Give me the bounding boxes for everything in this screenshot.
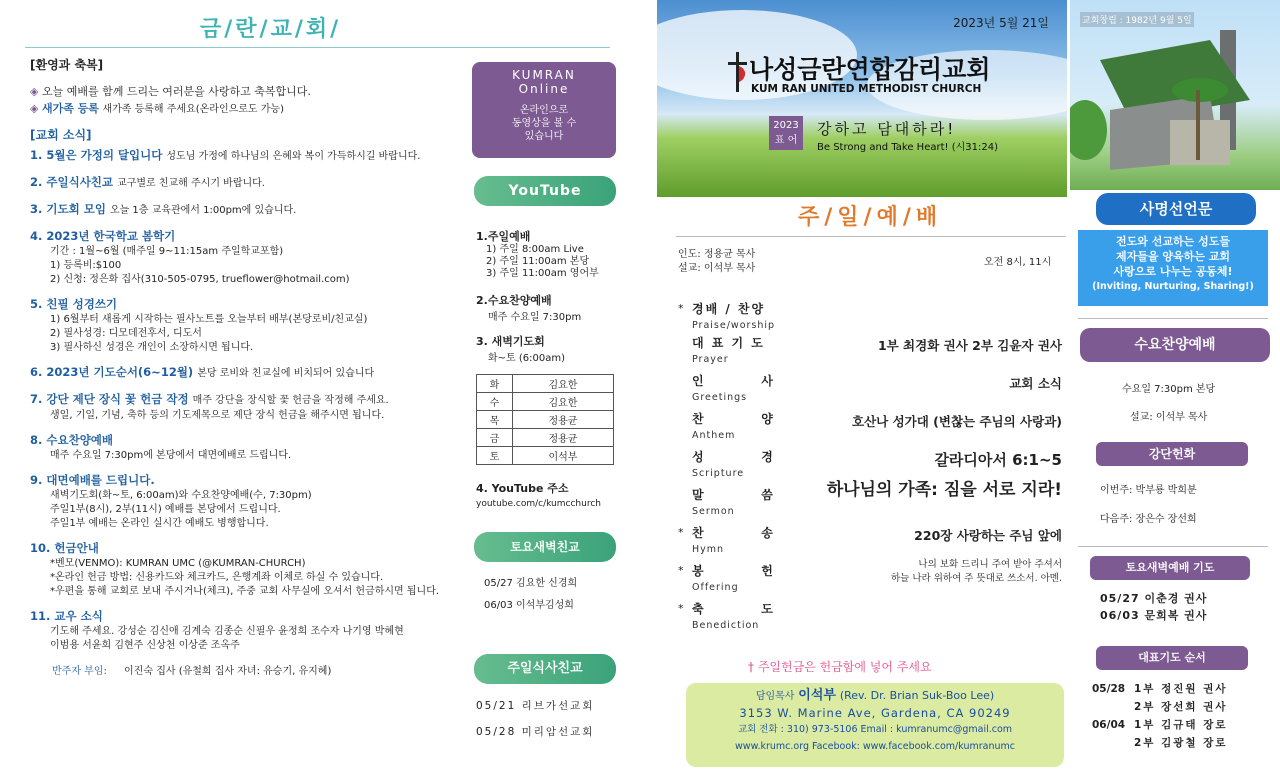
sat-fellowship-item: 06/03 이석부김성희: [484, 600, 574, 611]
news-item-inline: 성도님 가정에 하나님의 은혜와 복이 가득하시길 바랍니다.: [166, 151, 421, 162]
sat-fellowship-label: 토요새벽친교: [474, 532, 616, 562]
order-star: *: [678, 302, 684, 315]
news-item-line: 주일1부 예배는 온라인 실시간 예배도 병행합니다.: [50, 518, 269, 529]
news-item-title: 1. 5월은 가정의 달입니다: [30, 148, 163, 162]
news-item-title: 5. 친필 성경쓰기: [30, 297, 118, 311]
rep-prayer-date: [1092, 698, 1134, 716]
news-item: [30, 364, 460, 382]
sat-prayer-item: 06/03 문희복 권사: [1100, 609, 1208, 622]
news-item-line: 2) 신청: 정은화 집사(310-505-0795, trueflower@hotmail.com): [50, 274, 350, 285]
welcome-heading: [환영과 축복]: [30, 58, 104, 72]
service-title: 주/일/예/배: [798, 205, 943, 230]
address-text: 3153 W. Marine Ave, Gardena, CA 90249: [739, 706, 1011, 720]
news-item-inline: 본당 로비와 친교실에 비치되어 있습니다: [197, 368, 375, 379]
order-label-kr: 성 경: [692, 450, 775, 464]
sat-prayer-label: 토요새벽예배 기도: [1090, 556, 1250, 580]
church-building-image: [1070, 0, 1280, 190]
news-item-title: 7. 강단 제단 장식 꽃 헌금 작정: [30, 392, 189, 406]
altar-item: 이번주: 박부룡 박희분: [1100, 485, 1197, 496]
news-item-head: [30, 147, 460, 165]
news-item: [30, 201, 460, 219]
leader-block: [678, 248, 755, 276]
news-item-head: [30, 472, 460, 489]
sat-prayer-list: [1100, 590, 1207, 624]
order-label-kr: 경배 / 찬양: [692, 302, 766, 316]
church-name-kr: 나성금란연합감리교회: [749, 55, 991, 84]
order-label-en: Sermon: [692, 506, 735, 517]
news-item-title: 11. 교우 소식: [30, 609, 103, 623]
dawn-leader: 김요한: [512, 393, 613, 411]
usher-row: [30, 662, 460, 677]
rep-prayer-date: [1092, 734, 1134, 752]
news-item-line: *우편을 통해 교회로 보내 주시거나(체크), 주중 교회 사무실에 오셔서 헌금하시면 됩니다.: [50, 586, 440, 597]
news-item: [30, 608, 460, 653]
welcome-item: [30, 100, 460, 118]
news-item-inline: 교구별로 친교해 주시기 바랍니다.: [117, 178, 265, 189]
order-label-kr: 대 표 기 도: [692, 336, 765, 350]
pastor-row: [686, 687, 1064, 705]
order-label-en: Anthem: [692, 430, 736, 441]
usher-text: 이진숙 집사 (유철희 집사 자녀: 유승기, 유지혜): [124, 666, 332, 677]
news-item-title: 8. 수요찬양예배: [30, 433, 114, 447]
sunday-heading: 1.주일예배: [476, 230, 531, 243]
rep-prayer-row: [1092, 734, 1272, 752]
order-label-kr: 찬 송: [692, 526, 775, 540]
dawn-table-row: [477, 411, 614, 429]
order-star: *: [678, 564, 684, 577]
offering-note: [748, 658, 932, 675]
yt-address: [476, 480, 601, 509]
news-item-line: 이범용 서윤희 김현주 신상천 이상준 조옥주: [50, 640, 240, 651]
mission-en: (Inviting, Nurturing, Sharing!): [1092, 281, 1254, 292]
news-item: [30, 174, 460, 192]
wed-heading: 2.수요찬양예배: [476, 294, 552, 307]
rep-prayer-text: 1부 정진원 권사: [1134, 683, 1228, 695]
church-photo: [1070, 0, 1280, 190]
web-text[interactable]: www.krumc.org Facebook: www.facebook.com/kumranumc: [735, 741, 1015, 752]
mission-text: 전도와 선교하는 성도들 제자들을 양육하는 교회 사랑으로 나누는 공동체!: [1113, 235, 1233, 278]
leader-text: 인도: 정용균 목사: [678, 249, 756, 260]
rep-prayer-text: 2부 장선희 권사: [1134, 701, 1228, 713]
pastor-label: 담임목사: [755, 691, 795, 702]
altar-label: 강단헌화: [1096, 442, 1248, 466]
order-label-en: Hymn: [692, 544, 725, 555]
motto-year-badge: 2023 표 어: [769, 116, 803, 150]
pastor-en: (Rev. Dr. Brian Suk-Boo Lee): [839, 689, 995, 702]
sunday-item: 2) 주일 11:00am 본당: [486, 256, 590, 267]
meal-fellowship-label: 주일식사친교: [474, 654, 616, 684]
news-item-line: *벤모(VENMO): KUMRAN UMC (@KUMRAN-CHURCH): [50, 558, 306, 569]
dawn-leader: 정용균: [512, 429, 613, 447]
news-item: [30, 391, 460, 423]
yt-heading: 4. YouTube 주소: [476, 482, 569, 495]
news-item-head: [30, 540, 460, 557]
order-of-worship: [676, 300, 1068, 640]
welcome-item: [30, 83, 460, 100]
news-item-head: [30, 364, 460, 382]
founded-text: 교회창립 : 1982년 9월 5일: [1080, 12, 1194, 27]
news-item-title: 3. 기도회 모임: [30, 202, 106, 216]
mission-label: 사명선언문: [1096, 193, 1256, 225]
rep-prayer-text: 1부 김규태 장로: [1134, 719, 1228, 731]
motto-en: Be Strong and Take Heart! (시31:24): [817, 142, 998, 153]
usher-label: 반주자 부임:: [52, 666, 107, 677]
altar-list: [1100, 476, 1197, 534]
pastor-name: 이석부: [798, 688, 836, 703]
yt-url[interactable]: youtube.com/c/kumcchurch: [476, 499, 601, 509]
rep-prayer-row: [1092, 698, 1272, 716]
new-family-label: 새가족 등록: [41, 102, 99, 115]
diamond-icon: ◈: [30, 85, 39, 98]
sat-fellowship-item: 05/27 김요한 신경희: [484, 578, 578, 589]
order-detail: 교회 소식: [1009, 376, 1062, 391]
sat-fellowship-list: [484, 573, 577, 617]
preacher-text: 설교: 이석부 목사: [678, 263, 756, 274]
wed-worship-info: [1122, 376, 1215, 432]
meal-fellowship-item: 05/28 미리암선교회: [476, 726, 595, 738]
rep-prayer-label: 대표기도 순서: [1096, 646, 1248, 670]
news-item-title: 6. 2023년 기도순서(6~12월): [30, 365, 194, 379]
service-title-rule: [676, 236, 1066, 237]
order-detail: 갈라디아서 6:1~5: [934, 451, 1062, 469]
news-item-line: 기도해 주세요. 강성순 김신애 김계숙 김종순 신필우 윤정희 조수자 나기영 박혜현: [50, 626, 404, 637]
order-label-en: Prayer: [692, 354, 729, 365]
online-text: 온라인으로 동영상을 볼 수 있습니다: [511, 105, 577, 142]
welcome-section: [30, 56, 460, 677]
motto-kr: 강하고 담대하라!: [817, 120, 957, 138]
order-detail: 하나님의 가족: 짐을 서로 지라!: [826, 480, 1062, 500]
sunday-item: 3) 주일 11:00am 영어부: [486, 268, 599, 279]
offering-note-text: † 주일헌금은 헌금함에 넣어 주세요: [748, 660, 932, 674]
dawn-day: 화: [477, 375, 513, 393]
welcome-item-text: 새가족 등록해 주세요(온라인으로도 가능): [102, 104, 284, 115]
order-label-en: Benediction: [692, 620, 760, 631]
left-title-rule: [25, 47, 610, 48]
order-label-en: Scripture: [692, 468, 745, 479]
news-item: [30, 296, 460, 355]
order-label-kr: 인 사: [692, 374, 775, 388]
news-item-head: [30, 432, 460, 449]
wed-time: 수요일 7:30pm 본당: [1122, 384, 1216, 395]
news-item-line: 2) 필사성경: 디모데전후서, 디도서: [50, 328, 202, 339]
order-star: *: [678, 602, 684, 615]
order-detail: 220장 사랑하는 주님 앞에: [914, 528, 1062, 543]
sunday-item: 1) 주일 8:00am Live: [486, 244, 584, 255]
wed-worship-label: 수요찬양예배: [1080, 328, 1270, 362]
news-item: [30, 540, 460, 599]
church-logo-icon: [725, 52, 751, 92]
news-item-head: [30, 201, 460, 219]
news-item-line: 1) 6월부터 새롭게 시작하는 필사노트를 오늘부터 배부(본당로비/친교실): [50, 314, 368, 325]
dawn-leader: 정용균: [512, 411, 613, 429]
dawn-table-row: [477, 447, 614, 465]
dawn-text: 화~토 (6:00am): [488, 353, 566, 364]
news-item-title: 4. 2023년 한국학교 봄학기: [30, 229, 176, 243]
news-item-line: 1) 등록비:$100: [50, 260, 122, 271]
order-detail: 나의 보화 드리니 주여 받아 주셔서 하늘 나라 위하여 주 뜻대로 쓰소서. 아멘.: [891, 559, 1062, 584]
news-item-line: 새벽기도회(화~토, 6:00am)와 수요찬양예배(수, 7:30pm): [50, 490, 312, 501]
order-label-kr: 축 도: [692, 602, 775, 616]
dawn-prayer-table: [476, 374, 614, 465]
left-title: 금/란/교/회/: [200, 17, 342, 42]
online-box: [472, 62, 616, 158]
dawn-day: 금: [477, 429, 513, 447]
sat-prayer-item: 05/27 이춘경 권사: [1100, 592, 1208, 605]
news-list: [30, 147, 460, 653]
dawn-table-row: [477, 375, 614, 393]
news-item: [30, 228, 460, 287]
rep-prayer-text: 2부 김광철 장로: [1134, 737, 1228, 749]
news-item: [30, 147, 460, 165]
news-item-line: 생일, 기일, 기념, 축하 등의 기도제목으로 제단 장식 헌금을 해주시면 됩니다.: [50, 410, 385, 421]
news-item-line: 기간 : 1월~6월 (매주일 9~11:15am 주일학교포함): [50, 246, 284, 257]
rep-prayer-row: [1092, 716, 1272, 734]
news-item-head: [30, 391, 460, 409]
order-label-kr: 말 씀: [692, 488, 775, 502]
meal-fellowship-item: 05/21 리브가선교회: [476, 700, 595, 712]
header-banner: [657, 0, 1067, 197]
news-item-line: 매주 수요일 7:30pm에 본당에서 대면예배로 드립니다.: [50, 450, 292, 461]
dawn-leader: 김요한: [512, 375, 613, 393]
welcome-item-text: 오늘 예배를 함께 드리는 여러분을 사랑하고 축복합니다.: [41, 85, 311, 98]
news-heading: [교회 소식]: [30, 128, 92, 142]
church-name-en: KUM RAN UNITED METHODIST CHURCH: [751, 83, 982, 95]
rep-prayer-row: [1092, 680, 1272, 698]
news-item-line: *온라인 헌금 방법: 신용카드와 체크카드, 은행계좌 이체로 하실 수 있습니다.: [50, 572, 384, 583]
altar-item: 다음주: 장은수 장선희: [1100, 514, 1197, 525]
news-item-inline: 오늘 1층 교육관에서 1:00pm에 있습니다.: [109, 205, 297, 216]
order-label-en: Offering: [692, 582, 739, 593]
order-label-kr: 봉 헌: [692, 564, 775, 578]
times-text: 오전 8시, 11시: [984, 257, 1052, 268]
mission-box: [1078, 230, 1268, 306]
wed-text: 매주 수요일 7:30pm: [488, 312, 582, 323]
online-title: KUMRAN Online: [512, 68, 576, 96]
dawn-heading: 3. 새벽기도회: [476, 335, 545, 348]
news-item-title: 10. 헌금안내: [30, 541, 99, 555]
wed-speaker: 설교: 이석부 목사: [1130, 412, 1208, 423]
order-label-en: Greetings: [692, 392, 748, 403]
news-item-head: [30, 608, 460, 625]
news-item-head: [30, 296, 460, 313]
meal-fellowship-list: [476, 693, 594, 745]
order-label-en: Praise/worship: [692, 320, 776, 331]
right-rule: [1078, 318, 1268, 319]
news-item-line: 3) 필사하신 성경은 개인이 소장하시면 됩니다.: [50, 342, 254, 353]
order-star: *: [678, 526, 684, 539]
dawn-leader: 이석부: [512, 447, 613, 465]
news-item: [30, 432, 460, 463]
dawn-table-row: [477, 393, 614, 411]
youtube-button[interactable]: YouTube: [474, 176, 616, 206]
order-label-kr: 찬 양: [692, 412, 775, 426]
news-item-head: [30, 228, 460, 245]
mid-schedule: [476, 228, 626, 364]
rep-prayer-date: 05/28: [1092, 683, 1126, 695]
news-item-head: [30, 174, 460, 192]
news-item-inline: 매주 강단을 장식할 꽃 헌금을 작정해 주세요.: [192, 395, 389, 406]
dawn-table-row: [477, 429, 614, 447]
news-item: [30, 472, 460, 531]
rep-prayer-date: 06/04: [1092, 719, 1126, 731]
news-item-title: 9. 대면예배를 드립니다.: [30, 473, 155, 487]
date-text: 2023년 5월 21일: [953, 16, 1049, 30]
dawn-day: 목: [477, 411, 513, 429]
pastor-box: [686, 683, 1064, 767]
order-detail: 1부 최경화 권사 2부 김윤자 권사: [877, 338, 1062, 353]
order-detail: 호산나 성가대 (변찮는 주님의 사랑과): [852, 414, 1062, 429]
right-rule: [1078, 546, 1268, 547]
rep-prayer-list: [1092, 680, 1272, 752]
news-item-title: 2. 주일식사친교: [30, 175, 114, 189]
phone-text: 교회 전화 : 310) 973-5106 Email : kumranumc@gmail.com: [737, 724, 1013, 735]
news-item-line: 주일1부(8시), 2부(11시) 예배를 본당에서 드립니다.: [50, 504, 281, 515]
dawn-day: 수: [477, 393, 513, 411]
dawn-day: 토: [477, 447, 513, 465]
diamond-icon: ◈: [30, 102, 39, 115]
